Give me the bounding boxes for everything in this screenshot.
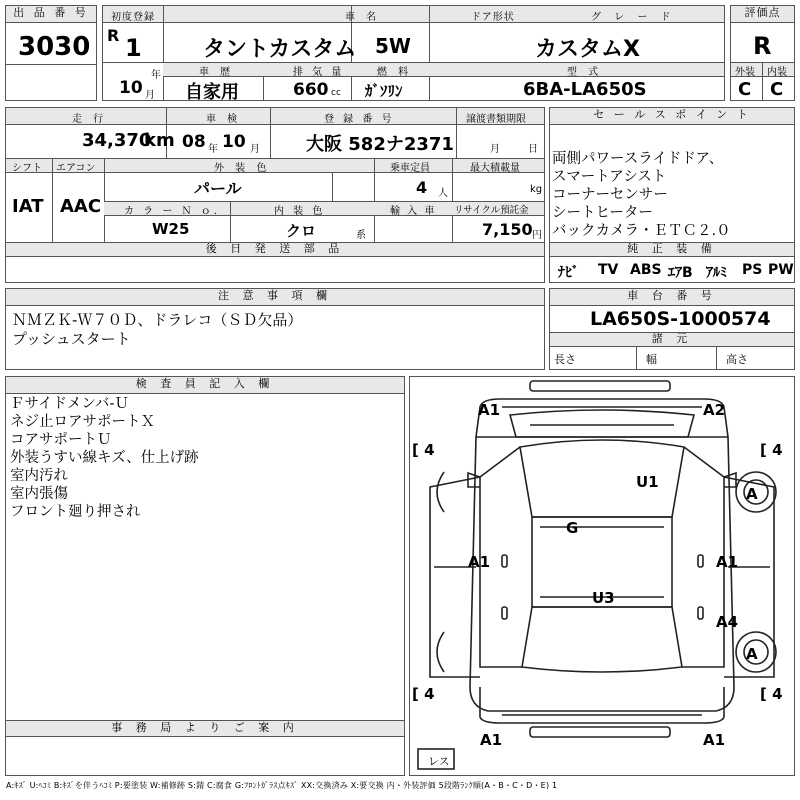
inspection-year: 08	[182, 132, 206, 152]
displacement-label: 排 気 量	[293, 67, 345, 78]
equip-pw: PW	[768, 262, 794, 278]
load-unit: kg	[530, 184, 543, 195]
vehicle-info-box	[102, 5, 725, 101]
interior-label: 内装	[767, 67, 787, 78]
inspector-line-6: 室内張傷	[10, 486, 68, 502]
equip-navi: ﾅﾋﾞ	[558, 265, 579, 281]
month-unit: 月	[145, 90, 155, 101]
car-name-label: 車 名	[345, 12, 381, 23]
mark-rear-right: A1	[703, 731, 726, 749]
tire-rear-left: 4	[424, 685, 435, 703]
car-diagram	[410, 377, 794, 775]
tire-rear-right: 4	[772, 685, 783, 703]
width-label: 幅	[646, 353, 657, 366]
later-parts-label: 後 日 発 送 部 品	[6, 242, 544, 257]
recycle-unit: 円	[532, 230, 542, 241]
mark-wheel-rear: A	[746, 645, 758, 663]
equip-abs: ABS	[630, 262, 662, 278]
color-no-label: カ ラ ー Ｎ ｏ.	[124, 206, 220, 217]
notes-label: 注 意 事 項 欄	[6, 289, 544, 306]
car-name: タントカスタム	[203, 37, 357, 62]
mark-glass: G	[566, 519, 579, 537]
interior-color-label: 内 装 色	[274, 206, 326, 217]
inspector-line-3: コアサポートＵ	[10, 432, 112, 448]
mileage-label: 走 行	[72, 114, 108, 125]
mark-wheel-front: A	[746, 485, 758, 503]
mark-front-right: A2	[703, 401, 726, 419]
history: 自家用	[185, 82, 239, 103]
length-label: 長さ	[554, 353, 576, 366]
transfer-month-unit: 月	[490, 144, 500, 155]
inspector-line-5: 室内汚れ	[10, 468, 68, 484]
inspector-line-4: 外装うすい線キズ、仕上げ跡	[10, 450, 199, 466]
first-reg-month: 10	[119, 78, 143, 98]
load-label: 最大積載量	[470, 163, 520, 174]
spec-label: 諸 元	[550, 332, 794, 347]
mark-side-left: A1	[468, 553, 491, 571]
mileage-unit: km	[144, 130, 175, 151]
exterior-color: パール	[194, 179, 242, 198]
first-reg-label: 初度登録	[111, 12, 155, 23]
mark-rear-left: A1	[480, 731, 503, 749]
inspector-box	[5, 376, 405, 776]
inspector-line-1: Ｆサイドメンバ-Ｕ	[10, 396, 130, 412]
model: 6BA-LA650S	[523, 79, 647, 100]
inspector-line-2: ネジ止ロアサポートＸ	[10, 414, 155, 430]
capacity-unit: 人	[438, 188, 448, 199]
equip-airbag: ｴｱB	[668, 265, 693, 281]
era-letter: R	[107, 26, 120, 45]
equipment-label: 純 正 装 備	[550, 242, 794, 257]
score-box	[730, 5, 795, 101]
exterior-label: 外装	[735, 67, 755, 78]
door-type: 5W	[375, 34, 411, 58]
chassis-box	[549, 288, 795, 370]
spare-tire: レス	[428, 755, 450, 768]
fuel-label: 燃 料	[377, 67, 413, 78]
sales-line-5: バックカメラ・ＥＴＣ２.０	[552, 223, 731, 239]
car-diagram-box: A1 A2 U1 G A1 A1 U3 A4 A A A1 A1 [ 4 [ 4 [ 4 [ 4 レス	[409, 376, 795, 776]
exterior-score: C	[738, 79, 752, 100]
first-reg-year: 1	[125, 34, 142, 62]
fuel: ｶﾞｿﾘﾝ	[365, 82, 403, 100]
sales-point-label: セ ー ル ス ポ イ ン ト	[550, 108, 794, 125]
sales-line-1: 両側パワースライドドア、	[552, 151, 724, 167]
details-box	[5, 107, 545, 283]
interior-color: クロ	[286, 222, 317, 240]
transfer-label: 譲渡書類期限	[466, 114, 526, 125]
notes-line-1: ＮＭＺＫ-Ｗ７０Ｄ、ドラレコ（ＳＤ欠品）	[12, 311, 303, 329]
inspector-label: 検 査 員 記 入 欄	[6, 377, 404, 394]
score: R	[753, 32, 772, 60]
mark-side-right: A1	[716, 553, 739, 571]
inspection-month: 10	[222, 132, 246, 152]
transfer-day-unit: 日	[528, 144, 538, 155]
equip-tv: TV	[598, 262, 619, 278]
office-label: 事 務 局 よ り ご 案 内	[6, 720, 404, 737]
displacement-unit: cc	[331, 88, 341, 98]
chassis-number: LA650S-1000574	[590, 308, 771, 330]
interior-color-unit: 系	[356, 230, 366, 241]
height-label: 高さ	[726, 353, 748, 366]
lot-number-box	[5, 5, 97, 101]
shift-label: シフト	[12, 163, 42, 174]
score-label: 評価点	[731, 6, 794, 23]
notes-line-2: プッシュスタート	[12, 330, 131, 348]
tire-front-left: 4	[424, 441, 435, 459]
plate-label: 登 録 番 号	[324, 114, 395, 125]
shift: IAT	[12, 196, 44, 217]
lot-number-label: 出 品 番 号	[6, 6, 96, 23]
lot-number: 3030	[18, 32, 91, 62]
year-unit: 年	[151, 70, 161, 81]
sales-line-3: コーナーセンサー	[552, 187, 668, 203]
interior-score: C	[770, 79, 784, 100]
history-label: 車 歴	[199, 67, 235, 78]
grade-label: グ レ ー ド	[591, 12, 676, 23]
inspector-line-7: フロント廻り押され	[10, 504, 141, 520]
equip-ps: PS	[742, 262, 763, 278]
mileage: 34,370	[82, 130, 152, 151]
mark-rear-roof: U3	[592, 589, 615, 607]
mark-roof: U1	[636, 473, 659, 491]
equip-alloy: ｱﾙﾐ	[706, 265, 727, 281]
sales-line-2: スマートアシスト	[552, 169, 667, 185]
sales-line-4: シートヒーター	[552, 205, 653, 221]
sales-point-box	[549, 107, 795, 283]
door-label: ドア形状	[471, 12, 515, 23]
recycle-label: リサイクル預託金	[454, 205, 529, 216]
recycle-fee: 7,150	[482, 220, 533, 239]
model-label: 型 式	[567, 67, 603, 78]
import-label: 輸 入 車	[390, 206, 437, 217]
color-number: W25	[152, 220, 190, 238]
chassis-label: 車 台 番 号	[550, 289, 794, 306]
displacement: 660	[293, 80, 329, 100]
mark-side-right-rear: A4	[716, 613, 739, 631]
ac: AAC	[60, 196, 102, 217]
inspection-label: 車 検	[206, 114, 242, 125]
plate-number: 大阪 582ナ2371	[306, 134, 454, 155]
exterior-color-label: 外 装 色	[214, 163, 271, 174]
inspection-year-unit: 年	[208, 144, 218, 155]
grade: カスタムX	[535, 37, 640, 62]
legend: A:ｷｽﾞ U:ﾍｺﾐ B:ｷｽﾞを伴うﾍｺﾐ P:要塗装 W:補修跡 S:錆 C:腐食 G:ﾌﾛﾝﾄｶﾞﾗｽ点ｷｽﾞ XX:交換済み X:要交換 内・外装評価 5段階ﾗﾝｸ順(A・B・C・D・E) 1	[6, 781, 558, 790]
inspection-month-unit: 月	[250, 144, 260, 155]
capacity-label: 乗車定員	[390, 163, 430, 174]
mark-front-left: A1	[478, 401, 501, 419]
ac-label: エアコン	[56, 163, 96, 174]
notes-box	[5, 288, 545, 370]
tire-front-right: 4	[772, 441, 783, 459]
capacity: 4	[416, 178, 428, 197]
